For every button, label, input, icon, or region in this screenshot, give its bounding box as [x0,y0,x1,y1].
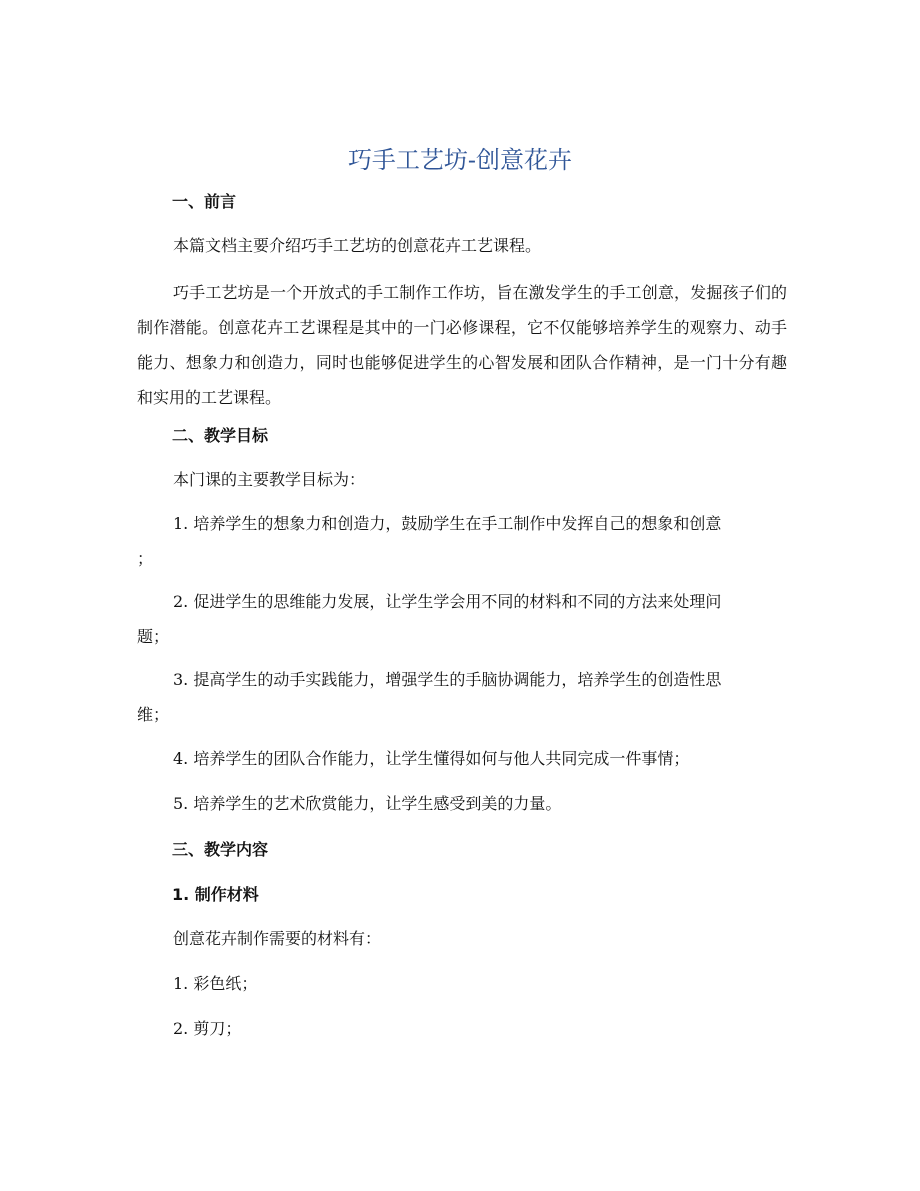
goal-item-3-line2: 维； [137,705,170,724]
goals-intro: 本门课的主要教学目标为： [173,470,366,489]
goal-item-2-line2: 题； [137,627,170,646]
document-title: 巧手工艺坊-创意花卉 [347,146,573,174]
goal-item-1-line2: ； [137,549,154,568]
goal-item-4: 4. 培养学生的团队合作能力，让学生懂得如何与他人共同完成一件事情； [173,749,690,768]
material-item-1: 1. 彩色纸； [173,974,258,993]
section-heading-goals: 二、教学目标 [172,426,269,445]
goal-item-5: 5. 培养学生的艺术欣赏能力，让学生感受到美的力量。 [173,794,562,813]
preface-paragraph-2: 巧手工艺坊是一个开放式的手工制作工作坊，旨在激发学生的手工创意，发掘孩子们的制作潜能。创意花卉工艺课程是其中的一门必修课程，它不仅能够培养学生的观察力、动手能力、想象力和创造力，同时也能够促进学生的心智发展和团队合作精神，是一门十分有趣和实用的工艺课程。 [137,283,787,407]
materials-intro: 创意花卉制作需要的材料有： [173,929,382,948]
goal-item-3-line1: 3. 提高学生的动手实践能力，增强学生的手脑协调能力，培养学生的创造性思 [173,670,722,689]
material-item-2: 2. 剪刀； [173,1019,242,1038]
goal-item-1-line1: 1. 培养学生的想象力和创造力，鼓励学生在手工制作中发挥自己的想象和创意 [173,514,722,533]
goal-item-2-line1: 2. 促进学生的思维能力发展，让学生学会用不同的材料和不同的方法来处理问 [173,592,722,611]
preface-paragraph-1: 本篇文档主要介绍巧手工艺坊的创意花卉工艺课程。 [173,236,542,255]
section-heading-content: 三、教学内容 [172,840,269,859]
subsection-heading-materials: 1. 制作材料 [172,885,259,904]
section-heading-preface: 一、前言 [172,192,237,211]
